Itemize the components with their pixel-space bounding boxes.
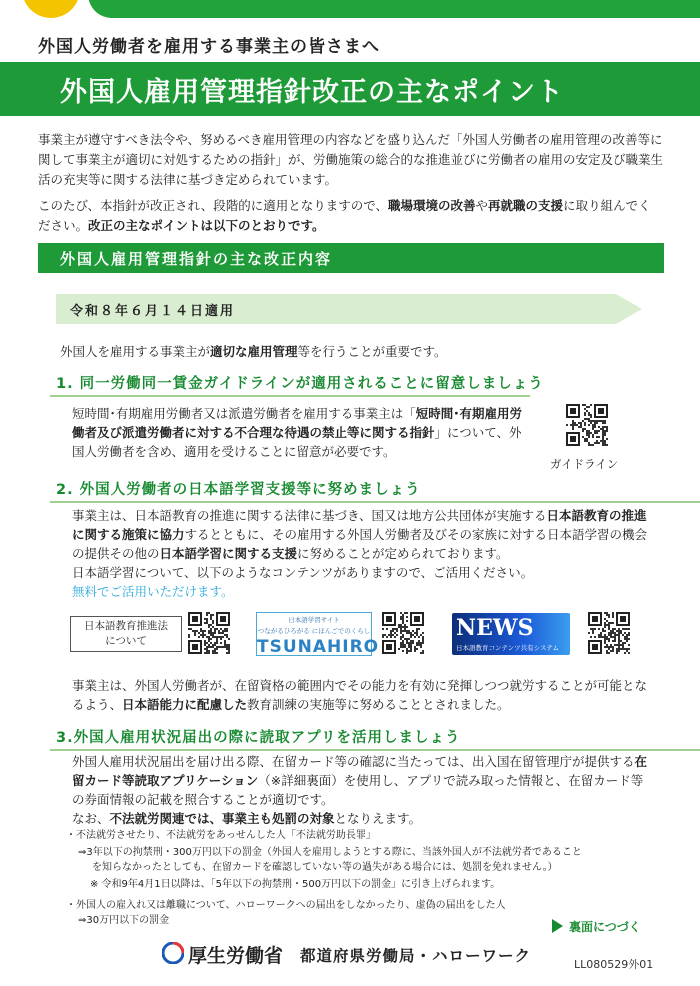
intro-paragraph-1: 事業主が遵守すべき法令や、努めるべき雇用管理の内容などを盛り込んだ「外国人労働者の雇用管理の改善等に関して事業主が適切に対処するための指針」が、労働施策の総合的な推進並びに労働者の雇用の安定及び職業生活の充実等に関する法律に基づき定められています。	[38, 132, 664, 187]
tsunahiro-caption: 日本語学習サイト	[288, 616, 340, 624]
item2-text: 教育訓練の実施等に努めることとされました。	[247, 697, 510, 712]
lead-emphasis: 適切な雇用管理	[210, 344, 298, 359]
penalty-note-5: ・外国人の雇入れ又は離職について、ハローワークへの届出をしなかったり、虚偽の届出をした人	[66, 900, 506, 911]
jle-act-qr-code[interactable]	[188, 612, 230, 654]
tsunahiro-qr-code[interactable]	[382, 612, 424, 654]
jle-promotion-act-link[interactable]	[70, 616, 182, 652]
resource1-line1: 日本語教育推進法	[84, 620, 168, 632]
item3-heading: 3.外国人雇用状況届出の際に読取アプリを活用しましょう	[56, 726, 461, 747]
item3-text: 外国人雇用状況届出を届け出る際、在留カード等の確認に当たっては、出入国在留管理庁が提供する	[72, 754, 635, 769]
penalty-note-4: ※ 令和9年4月1日以降は、「5年以下の拘禁刑・500万円以下の罰金」に引き上げられます。	[90, 879, 501, 890]
mhlw-logo-icon	[162, 942, 184, 964]
item2-emphasis: 日本語学習に関する支援	[159, 546, 298, 561]
item2-body	[72, 506, 652, 601]
item3-emphasis: 不法就労関連では、事業主も処罰の対象	[109, 811, 335, 826]
intro-paragraph-2	[38, 196, 663, 236]
intro-emphasis: 改正の主なポイントは以下のとおりです。	[88, 218, 325, 233]
item2-emphasis: 日本語教育の推進に関する施策に協力	[72, 508, 647, 542]
audience-line: 外国人労働者を雇用する事業主の皆さまへ	[38, 37, 380, 57]
item3-text: なお、	[72, 811, 110, 826]
intro-text: このたび、本指針が改正され、段階的に適用となりますので、	[38, 198, 389, 213]
continue-text: 裏面につづく	[569, 920, 641, 934]
guideline-qr-label: ガイドライン	[550, 457, 619, 471]
item1-emphasis: 短時間･有期雇用労働者及び派遣労働者に対する不合理な待遇の禁止等に関する指針	[72, 406, 523, 440]
item2-text: 日本語学習について、以下のようなコンテンツがありますので、ご活用ください。	[72, 565, 534, 580]
item1-text: 短時間･有期雇用労働者又は派遣労働者を雇用する事業主は「	[72, 406, 416, 421]
section-title: 外国人雇用管理指針の主な改正内容	[60, 250, 333, 268]
item3-text: （※詳細裏面）を使用し、アプリで読み取った情報と、在留カード等の券面情報の記載を照合することが適切です。	[72, 773, 644, 807]
item3-emphasis: 在留カード等読取アプリケーション	[72, 754, 648, 788]
section-header	[38, 243, 664, 273]
office-name: 都道府県労働局・ハローワーク	[300, 947, 532, 965]
guideline-qr-code[interactable]	[566, 404, 608, 446]
item2-text: に努めることが定められております。	[297, 546, 509, 561]
item2-emphasis: 日本語能力に配慮した	[122, 697, 248, 712]
penalty-note-2: ⇒3年以下の拘禁刑・300万円以下の罰金（外国人を雇用しようとする際に、当該外国人が不法就労者であること	[78, 847, 582, 858]
lead-text: 外国人を雇用する事業主が	[60, 344, 211, 359]
effective-date: 令和８年６月１４日適用	[70, 304, 236, 319]
item3-body	[72, 752, 652, 828]
decor-circle	[22, 0, 80, 18]
item2-text: 事業主は、外国人労働者が、在留資格の範囲内でその能力を有効に発揮しつつ就労することが可能となるよう、	[72, 678, 648, 712]
page-title: 外国人雇用管理指針改正の主なポイント	[60, 77, 564, 108]
penalty-note-6: ⇒30万円以下の罰金	[78, 915, 170, 926]
item3-text: となりえます。	[334, 811, 422, 826]
tsunahiro-logo: TSUNAHIRO	[257, 637, 380, 657]
tsunahiro-caption: つながるひろがる にほんごでのくらし	[257, 627, 371, 635]
play-triangle-icon	[552, 919, 563, 933]
section-lead	[60, 342, 447, 360]
top-decoration	[0, 0, 700, 18]
item1-text: 」について、外国人労働者を含め、適用を受けることに留意が必要です。	[72, 425, 522, 459]
continue-on-back	[552, 918, 641, 935]
ministry-name: 厚生労働省	[188, 945, 284, 967]
free-text: でご活用いただけます。	[97, 584, 234, 599]
intro-text: に取り組んでください。	[38, 198, 651, 233]
item2-text: 事業主は、日本語教育の推進に関する法律に基づき、国又は地方公共団体が実施する	[72, 508, 547, 523]
penalty-note-3: を知らなかったとしても、在留カードを確認していない等の過失がある場合には、処罰を免れません。）	[92, 862, 558, 873]
item2-text: するとともに、その雇用する外国人労働者及びその家族に対する日本語学習の機会の提供その他の	[72, 527, 648, 561]
intro-text: や	[475, 198, 489, 213]
intro	[38, 130, 663, 236]
news-banner[interactable]	[452, 613, 570, 655]
item1-body	[72, 404, 532, 461]
lead-text: 等を行うことが重要です。	[297, 344, 447, 359]
intro-emphasis: 再就職の支援	[488, 198, 564, 213]
resource1-line2: について	[105, 635, 147, 647]
news-caption: 日本語教育コンテンツ共有システム	[456, 644, 560, 652]
free-label: 無料	[72, 584, 98, 599]
document-code: LL080529外01	[574, 958, 654, 971]
tsunahiro-banner[interactable]	[256, 612, 380, 657]
item2-heading: 2. 外国人労働者の日本語学習支援等に努めましょう	[56, 478, 421, 499]
intro-emphasis: 職場環境の改善	[388, 198, 476, 213]
decor-bar	[88, 0, 700, 18]
title-band	[0, 62, 700, 116]
news-qr-code[interactable]	[588, 612, 630, 654]
item2-body-2	[72, 676, 652, 714]
news-logo: NEWS	[456, 615, 534, 641]
item1-heading: 1. 同一労働同一賃金ガイドラインが適用されることに留意しましょう	[56, 372, 544, 393]
penalty-note-1: ・不法就労させたり、不法就労をあっせんした人「不法就労助長罪」	[66, 830, 376, 841]
date-banner	[56, 294, 642, 324]
